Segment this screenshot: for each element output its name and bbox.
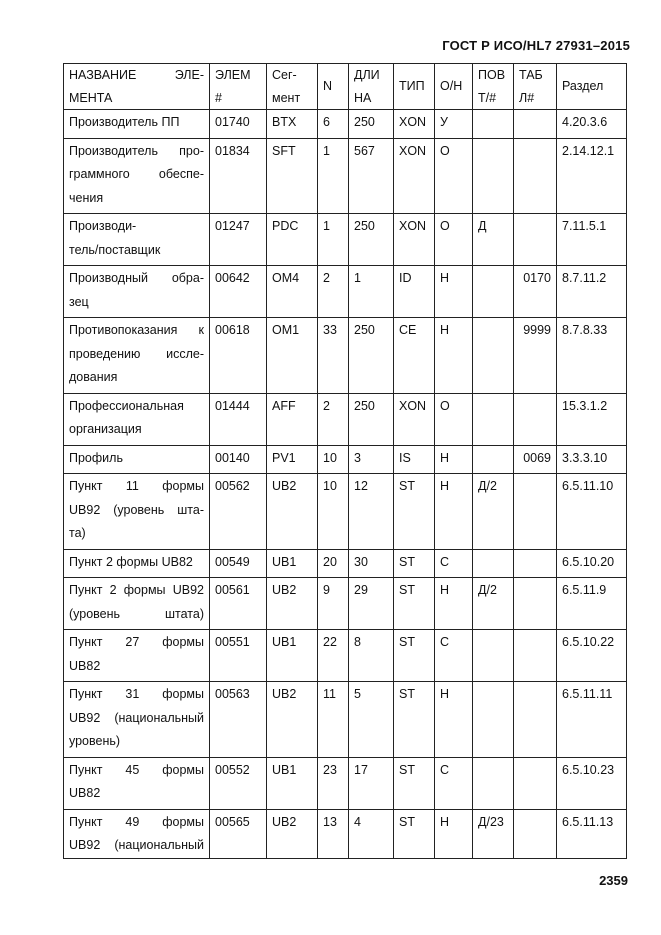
cell-type: IS: [394, 445, 435, 474]
cell-type: ST: [394, 757, 435, 809]
cell-segment: PV1: [267, 445, 318, 474]
cell-name: Профиль: [64, 445, 210, 474]
cell-table-number: [514, 474, 557, 550]
table-row: [64, 214, 627, 266]
cell-n: 20: [318, 549, 349, 578]
cell-n: 10: [318, 474, 349, 550]
cell-optionality: С: [435, 630, 473, 682]
cell-repeat: [473, 549, 514, 578]
cell-type: ID: [394, 266, 435, 318]
cell-repeat: [473, 757, 514, 809]
cell-segment: UB2: [267, 682, 318, 758]
cell-element-number: 00618: [210, 318, 267, 394]
cell-element-number: 00562: [210, 474, 267, 550]
cell-repeat: [473, 630, 514, 682]
cell-segment: UB1: [267, 757, 318, 809]
cell-length: 250: [349, 110, 394, 139]
cell-optionality: Н: [435, 445, 473, 474]
cell-section: 6.5.10.23: [557, 757, 627, 809]
cell-n: 22: [318, 630, 349, 682]
header-cell: Сег- мент: [267, 64, 318, 110]
cell-table-number: 0170: [514, 266, 557, 318]
cell-optionality: Н: [435, 266, 473, 318]
cell-type: ST: [394, 682, 435, 758]
table-row: [64, 266, 627, 318]
cell-optionality: Н: [435, 809, 473, 858]
cell-repeat: [473, 138, 514, 214]
cell-length: 8: [349, 630, 394, 682]
cell-repeat: [473, 682, 514, 758]
table-row: [64, 578, 627, 630]
cell-section: 6.5.10.20: [557, 549, 627, 578]
header-cell: НАЗВАНИЕ ЭЛЕ- МЕНТА: [64, 64, 210, 110]
cell-table-number: [514, 138, 557, 214]
cell-n: 13: [318, 809, 349, 858]
cell-type: ST: [394, 549, 435, 578]
cell-n: 33: [318, 318, 349, 394]
cell-table-number: [514, 214, 557, 266]
cell-length: 30: [349, 549, 394, 578]
cell-section: 8.7.11.2: [557, 266, 627, 318]
cell-element-number: 00140: [210, 445, 267, 474]
cell-table-number: [514, 682, 557, 758]
cell-length: 250: [349, 318, 394, 394]
cell-table-number: [514, 630, 557, 682]
cell-name: Пункт 11 формы UB92 (уровень шта- та): [64, 474, 210, 550]
header-cell: ТИП: [394, 64, 435, 110]
cell-repeat: Д/2: [473, 474, 514, 550]
cell-repeat: Д/23: [473, 809, 514, 858]
table-row: [64, 445, 627, 474]
cell-repeat: [473, 445, 514, 474]
document-header: ГОСТ Р ИСО/HL7 27931–2015: [442, 38, 630, 53]
table-row: [64, 474, 627, 550]
header-cell: Раздел: [557, 64, 627, 110]
table-row: [64, 110, 627, 139]
cell-table-number: [514, 757, 557, 809]
cell-length: 5: [349, 682, 394, 758]
cell-optionality: Н: [435, 318, 473, 394]
cell-section: 8.7.8.33: [557, 318, 627, 394]
cell-name: Пункт 31 формы UB92 (национальный уровень): [64, 682, 210, 758]
header-cell: ЭЛЕМ #: [210, 64, 267, 110]
cell-length: 567: [349, 138, 394, 214]
cell-n: 2: [318, 266, 349, 318]
cell-repeat: Д/2: [473, 578, 514, 630]
cell-n: 1: [318, 214, 349, 266]
table-row: [64, 138, 627, 214]
cell-type: XON: [394, 110, 435, 139]
cell-name: Профессиональная организация: [64, 393, 210, 445]
cell-segment: UB2: [267, 578, 318, 630]
cell-table-number: [514, 393, 557, 445]
cell-optionality: О: [435, 138, 473, 214]
cell-n: 1: [318, 138, 349, 214]
cell-optionality: С: [435, 757, 473, 809]
cell-type: CE: [394, 318, 435, 394]
header-cell: О/Н: [435, 64, 473, 110]
cell-table-number: [514, 578, 557, 630]
cell-name: Производитель про- граммного обеспе- чения: [64, 138, 210, 214]
cell-optionality: О: [435, 393, 473, 445]
cell-element-number: 00642: [210, 266, 267, 318]
cell-section: 7.11.5.1: [557, 214, 627, 266]
cell-element-number: 01740: [210, 110, 267, 139]
cell-table-number: [514, 549, 557, 578]
cell-segment: UB2: [267, 474, 318, 550]
table-row: [64, 393, 627, 445]
cell-n: 6: [318, 110, 349, 139]
cell-element-number: 01834: [210, 138, 267, 214]
cell-section: 6.5.11.11: [557, 682, 627, 758]
cell-name: Производный обра- зец: [64, 266, 210, 318]
cell-type: ST: [394, 630, 435, 682]
cell-element-number: 00565: [210, 809, 267, 858]
cell-length: 17: [349, 757, 394, 809]
cell-type: XON: [394, 138, 435, 214]
cell-type: ST: [394, 474, 435, 550]
header-cell: ПОВ Т/#: [473, 64, 514, 110]
cell-segment: OM1: [267, 318, 318, 394]
cell-section: 6.5.11.10: [557, 474, 627, 550]
cell-element-number: 01247: [210, 214, 267, 266]
cell-section: 3.3.3.10: [557, 445, 627, 474]
table-row: [64, 549, 627, 578]
cell-element-number: 00561: [210, 578, 267, 630]
cell-segment: BTX: [267, 110, 318, 139]
cell-table-number: [514, 110, 557, 139]
cell-segment: UB2: [267, 809, 318, 858]
cell-repeat: [473, 266, 514, 318]
cell-name: Производитель ПП: [64, 110, 210, 139]
cell-n: 23: [318, 757, 349, 809]
cell-table-number: [514, 809, 557, 858]
cell-name: Пункт 2 формы UB92 (уровень штата): [64, 578, 210, 630]
cell-segment: UB1: [267, 630, 318, 682]
cell-segment: PDC: [267, 214, 318, 266]
cell-section: 6.5.10.22: [557, 630, 627, 682]
cell-type: ST: [394, 578, 435, 630]
cell-element-number: 00549: [210, 549, 267, 578]
cell-element-number: 00552: [210, 757, 267, 809]
header-cell: N: [318, 64, 349, 110]
cell-length: 1: [349, 266, 394, 318]
cell-optionality: Н: [435, 578, 473, 630]
cell-length: 29: [349, 578, 394, 630]
cell-table-number: 0069: [514, 445, 557, 474]
table-row: [64, 757, 627, 809]
cell-section: 2.14.12.1: [557, 138, 627, 214]
cell-section: 15.3.1.2: [557, 393, 627, 445]
page-number: 2359: [599, 873, 628, 888]
cell-name: Пункт 45 формы UB82: [64, 757, 210, 809]
cell-element-number: 00551: [210, 630, 267, 682]
cell-optionality: Н: [435, 682, 473, 758]
cell-length: 250: [349, 393, 394, 445]
table-header-row: [64, 64, 627, 110]
cell-optionality: С: [435, 549, 473, 578]
cell-repeat: [473, 110, 514, 139]
cell-optionality: О: [435, 214, 473, 266]
cell-type: XON: [394, 393, 435, 445]
cell-type: ST: [394, 809, 435, 858]
table-row: [64, 682, 627, 758]
table-row: [64, 630, 627, 682]
cell-repeat: [473, 318, 514, 394]
cell-n: 9: [318, 578, 349, 630]
cell-n: 2: [318, 393, 349, 445]
data-elements-table: [63, 63, 627, 859]
cell-element-number: 01444: [210, 393, 267, 445]
cell-section: 6.5.11.9: [557, 578, 627, 630]
cell-length: 250: [349, 214, 394, 266]
cell-optionality: У: [435, 110, 473, 139]
cell-name: Производи- тель/поставщик: [64, 214, 210, 266]
cell-section: 6.5.11.13: [557, 809, 627, 858]
cell-segment: AFF: [267, 393, 318, 445]
cell-repeat: Д: [473, 214, 514, 266]
cell-length: 4: [349, 809, 394, 858]
cell-type: XON: [394, 214, 435, 266]
cell-repeat: [473, 393, 514, 445]
cell-n: 10: [318, 445, 349, 474]
cell-name: Пункт 27 формы UB82: [64, 630, 210, 682]
cell-length: 12: [349, 474, 394, 550]
cell-table-number: 9999: [514, 318, 557, 394]
header-cell: ТАБ Л#: [514, 64, 557, 110]
cell-element-number: 00563: [210, 682, 267, 758]
cell-name: Пункт 2 формы UB82: [64, 549, 210, 578]
cell-segment: UB1: [267, 549, 318, 578]
table-row: [64, 809, 627, 858]
table-row: [64, 318, 627, 394]
cell-section: 4.20.3.6: [557, 110, 627, 139]
cell-name: Противопоказания к проведению иссле- дования: [64, 318, 210, 394]
cell-length: 3: [349, 445, 394, 474]
cell-segment: OM4: [267, 266, 318, 318]
cell-optionality: Н: [435, 474, 473, 550]
header-cell: ДЛИ НА: [349, 64, 394, 110]
cell-segment: SFT: [267, 138, 318, 214]
cell-name: Пункт 49 формы UB92 (национальный: [64, 809, 210, 858]
cell-n: 11: [318, 682, 349, 758]
